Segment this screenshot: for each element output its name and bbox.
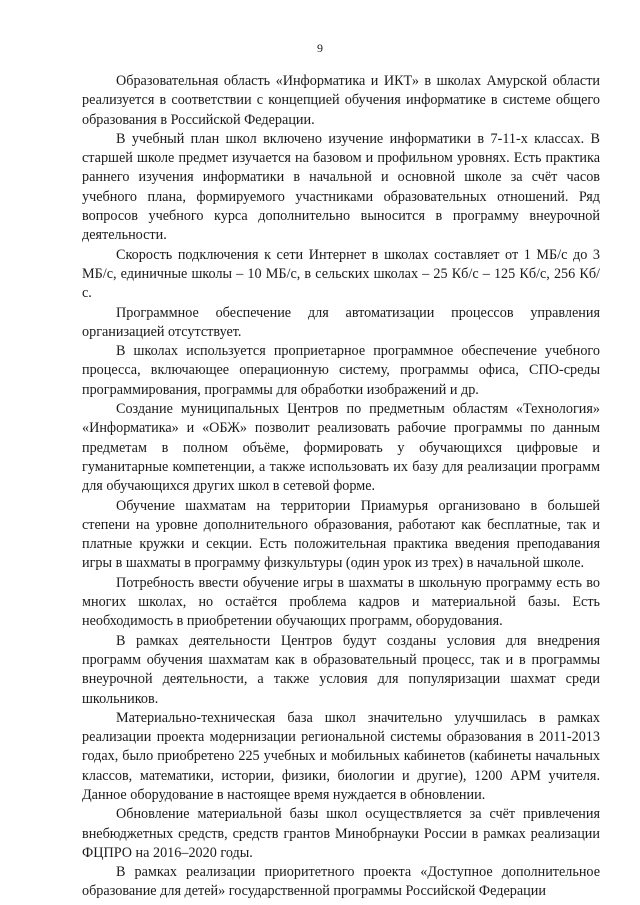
paragraph: Создание муниципальных Центров по предметным областям «Технология» «Информатика» и «ОБЖ» позволит реализовать рабочие программы по данным предметам в полном объёме, формировать у обучающихся цифровые и гуманитарные компетенции, а также использовать их базу для реализации программ для обучающихся других школ в сетевой форме. (82, 401, 600, 495)
paragraph: Потребность ввести обучение игры в шахматы в школьную программу есть во многих школах, но остаётся проблема кадров и материальной базы. Есть необходимость в приобретении обучающих программ, оборудования. (82, 574, 600, 630)
document-body (82, 72, 600, 902)
paragraph: В рамках деятельности Центров будут созданы условия для внедрения программ обучения шахматам как в образовательный процесс, так и в программы внеурочной деятельности, а также условия для популяризации шахмат среди школьников. (82, 632, 600, 707)
paragraph: Обновление материальной базы школ осуществляется за счёт привлечения внебюджетных средств, средств грантов Минобрнауки России в рамках реализации ФЦПРО на 2016–2020 годы. (82, 806, 600, 861)
paragraph: Скорость подключения к сети Интернет в школах составляет от 1 МБ/с до 3 МБ/с, единичные школы – 10 МБ/с, в сельских школах – 25 Кб/с – 125 Кб/с, 256 Кб/с. (82, 246, 600, 302)
paragraph: Программное обеспечение для автоматизации процессов управления организацией отсутствует. (82, 304, 600, 340)
paragraph: Образовательная область «Информатика и ИКТ» в школах Амурской области реализуется в соответствии с концепцией обучения информатике в системе общего образования в Российской Федерации. (82, 73, 600, 128)
paragraph: Обучение шахматам на территории Приамурья организовано в большей степени на уровне дополнительного образования, работают как бесплатные, так и платные кружки и секции. Есть положительная практика введения преподавания игры в шахматы в программу физкультуры (один урок из трех) в начальной школе. (82, 497, 600, 572)
paragraph: В учебный план школ включено изучение информатики в 7-11-х классах. В старшей школе предмет изучается на базовом и профильном уровнях. Есть практика раннего изучения информатики в начальной и основной школе за счёт часов учебного плана, формируемого участниками образовательных отношений. Ряд вопросов учебного курса дополнительно выносится в программу внеурочной деятельности. (82, 130, 600, 244)
paragraph: Материально-техническая база школ значительно улучшилась в рамках реализации проекта модернизации региональной системы образования в 2011-2013 годах, было приобретено 225 учебных и мобильных кабинетов (кабинеты начальных классов, математики, истории, физики, биологии и другие), 1200 АРМ учителя. Данное оборудование в настоящее время нуждается в обновлении. (82, 709, 600, 803)
paragraph: В рамках реализации приоритетного проекта «Доступное дополнительное образование для детей» государственной программы Российской Федерации (82, 864, 600, 900)
page-number: 9 (317, 41, 323, 55)
paragraph: В школах используется проприетарное программное обеспечение учебного процесса, включающее операционную систему, программы офиса, СПО-среды программирования, программы для обработки изображений и др. (82, 343, 600, 398)
